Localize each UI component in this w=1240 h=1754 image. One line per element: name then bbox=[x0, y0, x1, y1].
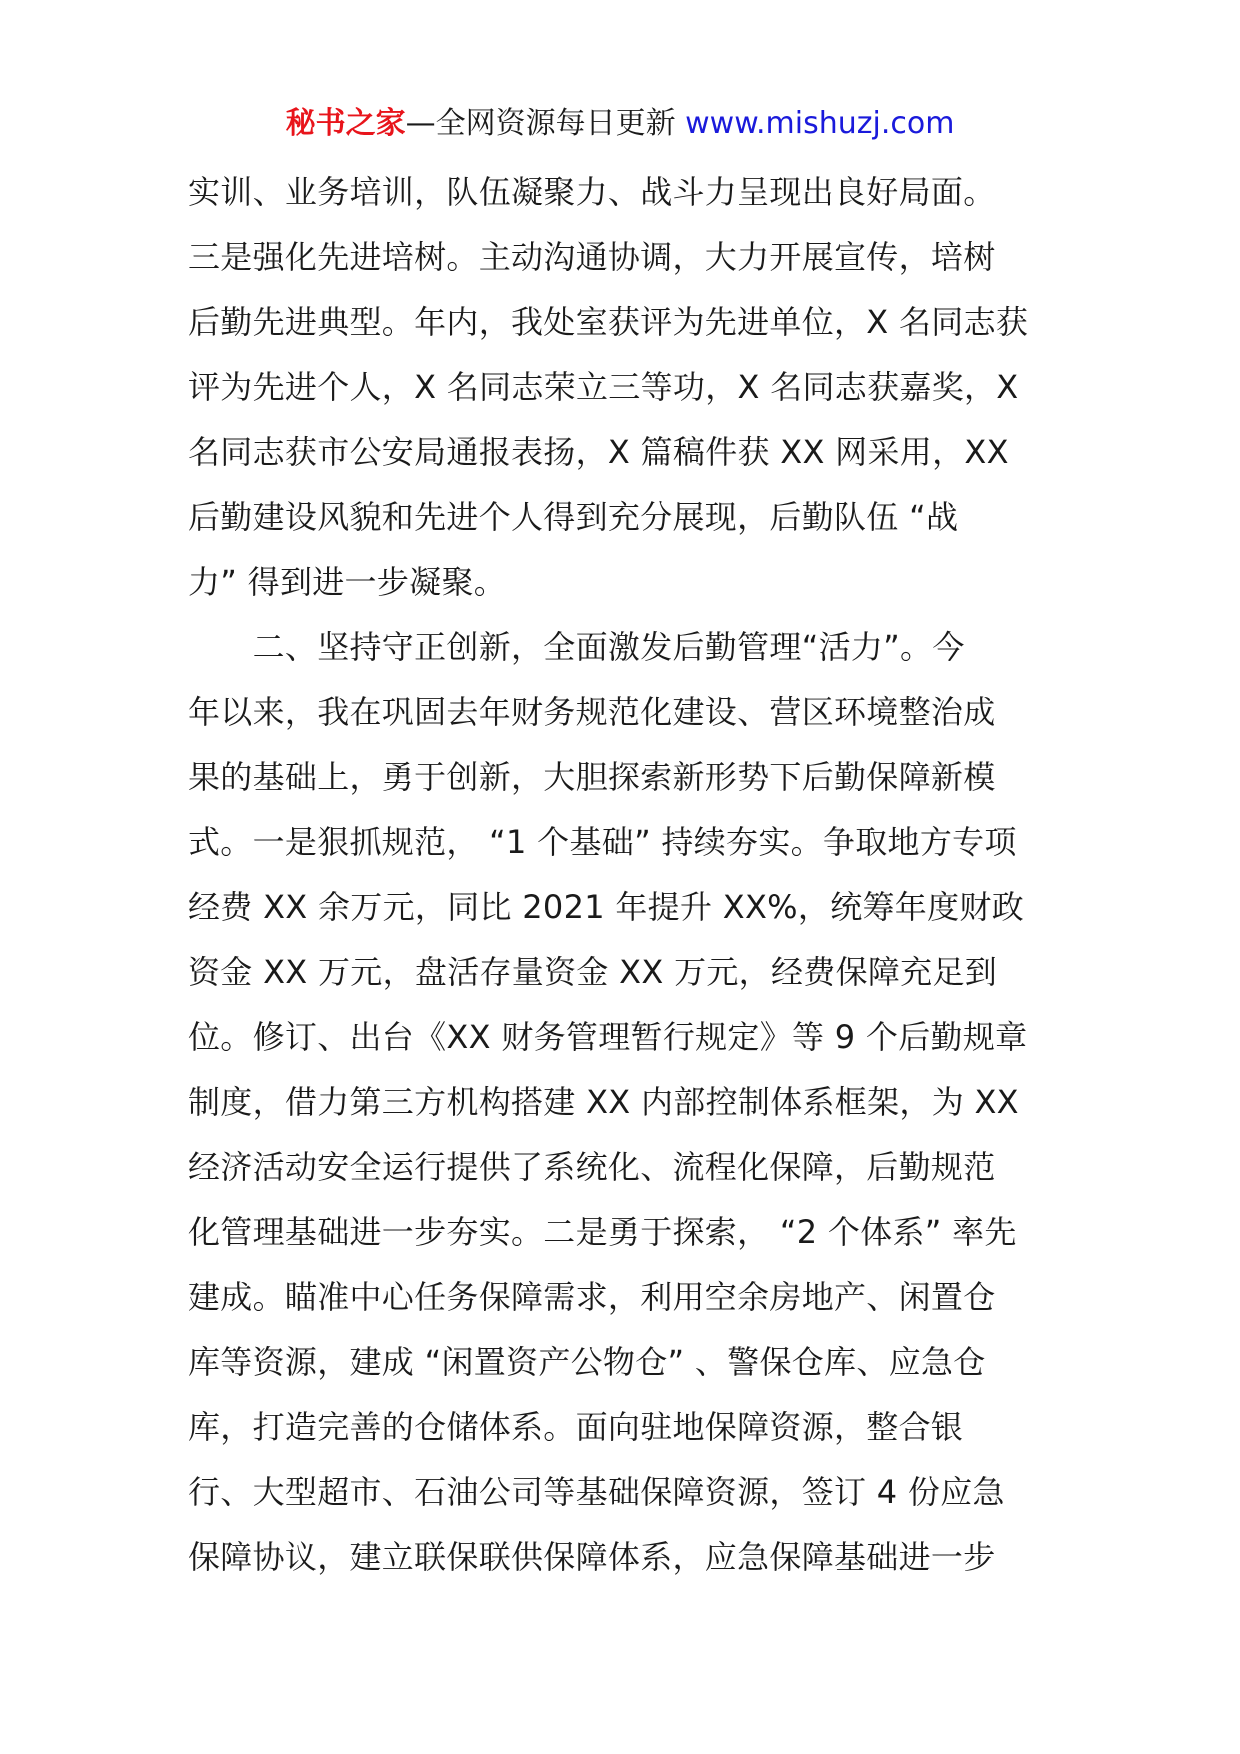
site-url-link[interactable]: www.mishuzj.com bbox=[685, 106, 955, 141]
body-line: 年以来，我在巩固去年财务规范化建设、营区环境整治成 bbox=[188, 693, 996, 731]
body-line: 经费 XX 余万元，同比 2021 年提升 XX%，统筹年度财政 bbox=[188, 888, 1024, 926]
document-body bbox=[188, 160, 1056, 1590]
body-line: 保障协议，建立联保联供保障体系，应急保障基础进一步 bbox=[188, 1538, 996, 1576]
body-line: 后勤先进典型。年内，我处室获评为先进单位，X 名同志获 bbox=[188, 303, 1029, 341]
body-line: 建成。瞄准中心任务保障需求，利用空余房地产、闲置仓 bbox=[188, 1278, 996, 1316]
body-line: 库，打造完善的仓储体系。面向驻地保障资源，整合银 bbox=[188, 1408, 964, 1446]
body-line: 库等资源，建成 “闲置资产公物仓” 、警保仓库、应急仓 bbox=[188, 1343, 986, 1381]
section-heading-line: 二、坚持守正创新，全面激发后勤管理“活力”。今 bbox=[188, 628, 965, 666]
site-tagline: —全网资源每日更新 bbox=[405, 106, 686, 141]
body-line: 式。一是狠抓规范， “1 个基础” 持续夯实。争取地方专项 bbox=[188, 823, 1017, 861]
body-line: 行、大型超市、石油公司等基础保障资源，签订 4 份应急 bbox=[188, 1473, 1005, 1511]
body-line: 化管理基础进一步夯实。二是勇于探索， “2 个体系” 率先 bbox=[188, 1213, 1017, 1251]
body-line: 位。修订、出台《XX 财务管理暂行规定》等 9 个后勤规章 bbox=[188, 1018, 1028, 1056]
body-line: 果的基础上，勇于创新，大胆探索新形势下后勤保障新模 bbox=[188, 758, 996, 796]
body-line: 后勤建设风貌和先进个人得到充分展现，后勤队伍 “战 bbox=[188, 498, 959, 536]
body-line: 资金 XX 万元，盘活存量资金 XX 万元，经费保障充足到 bbox=[188, 953, 998, 991]
body-line: 实训、业务培训，队伍凝聚力、战斗力呈现出良好局面。 bbox=[188, 173, 996, 211]
body-line: 名同志获市公安局通报表扬，X 篇稿件获 XX 网采用，XX bbox=[188, 433, 1009, 471]
body-line: 评为先进个人，X 名同志荣立三等功，X 名同志获嘉奖，X bbox=[188, 368, 1019, 406]
site-header bbox=[0, 104, 1240, 144]
body-line: 经济活动安全运行提供了系统化、流程化保障，后勤规范 bbox=[188, 1148, 996, 1186]
body-line: 三是强化先进培树。主动沟通协调，大力开展宣传，培树 bbox=[188, 238, 996, 276]
body-line: 力” 得到进一步凝聚。 bbox=[188, 563, 507, 601]
body-line: 制度，借力第三方机构搭建 XX 内部控制体系框架，为 XX bbox=[188, 1083, 1019, 1121]
site-brand: 秘书之家 bbox=[285, 106, 406, 141]
